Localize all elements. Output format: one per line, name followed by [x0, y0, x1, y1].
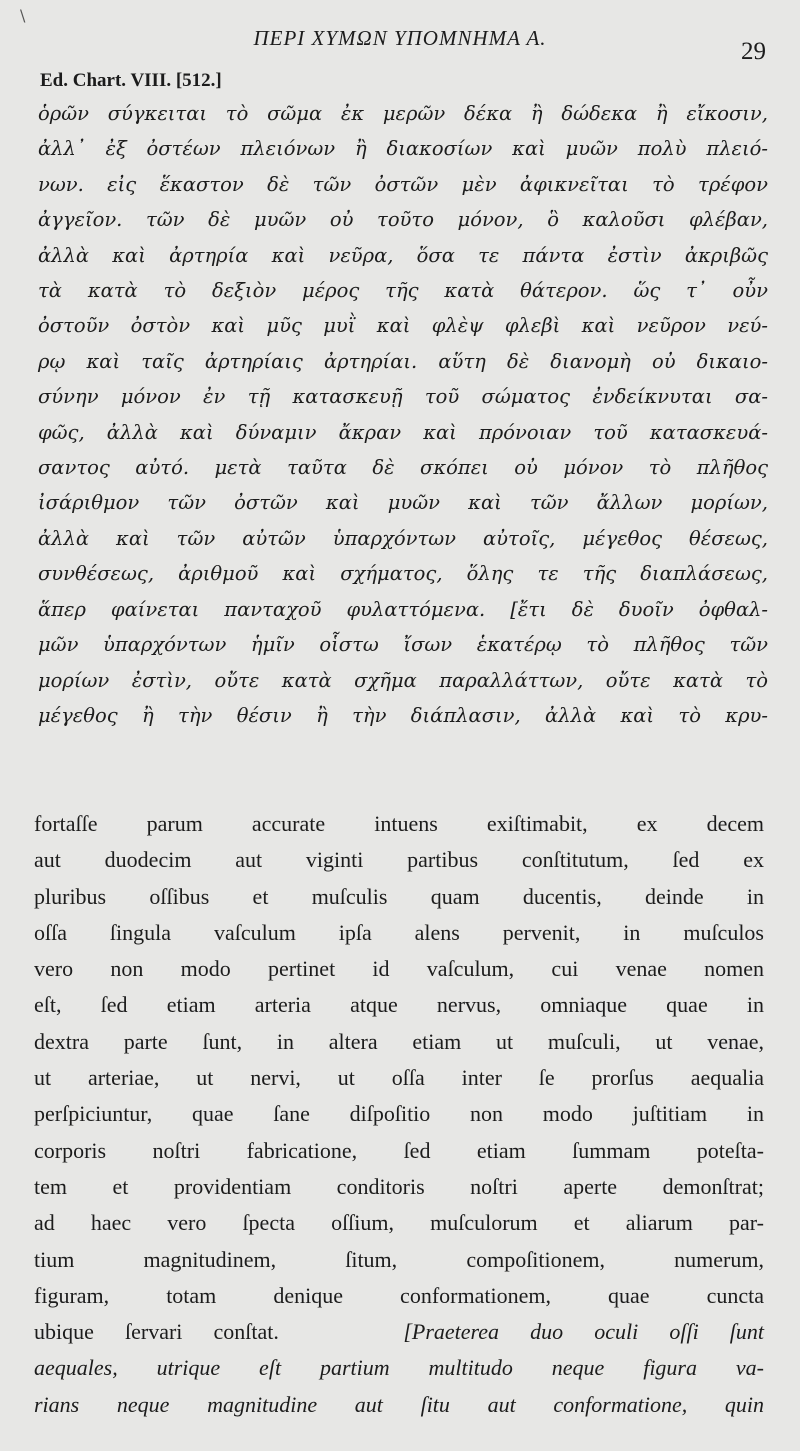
greek-line: τὰ κατὰ τὸ δεξιὸν μέρος τῆς κατὰ θάτερον. ὥς τ᾽ οὖν	[38, 279, 768, 303]
latin-line: tem et providentiam conditoris noſtri aperte demonſtrat;	[34, 1173, 764, 1199]
greek-text-block	[38, 96, 768, 733]
latin-line: corporis noſtri fabricatione, ſed etiam ſummam poteſta-	[34, 1137, 764, 1163]
greek-line: φῶς, ἀλλὰ καὶ δύναμιν ἄκραν καὶ πρόνοιαν τοῦ κατασκευά-	[38, 420, 768, 444]
latin-italic-line: aequales, utrique eſt partium multitudo neque figura va-	[34, 1355, 764, 1381]
latin-italic-line: rians neque magnitudine aut ſitu aut conformatione, quin	[34, 1391, 764, 1417]
latin-line: eſt, ſed etiam arteria atque nervus, omniaque quae in	[34, 992, 764, 1018]
greek-line: συνθέσεως, ἀριθμοῦ καὶ σχήματος, ὅλης τε τῆς διαπλάσεως,	[38, 562, 768, 586]
greek-line: σαντος αὐτό. μετὰ ταῦτα δὲ σκόπει οὐ μόνον τὸ πλῆθος	[38, 456, 768, 480]
latin-line: figuram, totam denique conformationem, quae cuncta	[34, 1282, 764, 1308]
latin-line: vero non modo pertinet id vaſculum, cui venae nomen	[34, 956, 764, 982]
greek-line: μέγεθος ἢ τὴν θέσιν ἢ τὴν διάπλασιν, ἀλλὰ καὶ τὸ κρυ-	[38, 703, 768, 727]
edition-reference: Ed. Chart. VIII. [512.]	[40, 70, 222, 91]
running-title: ΠΕΡΙ ΧΥΜΩΝ ΥΠΟΜΝΗΜΑ Α.	[253, 26, 547, 50]
latin-line: pluribus oſſibus et muſculis quam ducentis, deinde in	[34, 883, 764, 909]
latin-line-start: ubique ſervari conſtat.	[34, 1319, 279, 1345]
latin-line	[34, 1314, 764, 1350]
latin-line: ut arteriae, ut nervi, ut oſſa inter ſe prorſus aequalia	[34, 1065, 764, 1091]
latin-line: fortaſſe parum accurate intuens exiſtimabit, ex decem	[34, 811, 764, 836]
latin-line: perſpiciuntur, quae ſane diſpoſitio non modo juſtitiam in	[34, 1101, 764, 1127]
greek-line: νων. εἰς ἕκαστον δὲ τῶν ὀστῶν μὲν ἀφικνεῖται τὸ τρέφον	[38, 172, 768, 196]
greek-line: ἅπερ φαίνεται πανταχοῦ φυλαττόμενα. [ἔτι δὲ δυοῖν ὀφθαλ-	[38, 597, 768, 621]
latin-line: dextra parte ſunt, in altera etiam ut muſculi, ut venae,	[34, 1028, 764, 1054]
greek-line: ἀγγεῖον. τῶν δὲ μυῶν οὐ τοῦτο μόνον, ὃ καλοῦσι φλέβαν,	[38, 208, 768, 232]
greek-line: μῶν ὑπαρχόντων ἡμῖν οἷστω ἴσων ἑκατέρῳ τὸ πλῆθος τῶν	[38, 633, 768, 657]
greek-line: σύνην μόνον ἐν τῇ κατασκευῇ τοῦ σώματος ἐνδείκνυται σα-	[38, 385, 768, 409]
greek-line: ἰσάριθμον τῶν ὀστῶν καὶ μυῶν καὶ τῶν ἄλλων μορίων,	[38, 491, 768, 515]
latin-line: oſſa ſingula vaſculum ipſa alens pervenit, in muſculos	[34, 919, 764, 945]
margin-mark: \	[20, 6, 26, 25]
greek-line: ἀλλὰ καὶ τῶν αὐτῶν ὑπαρχόντων αὐτοῖς, μέγεθος θέσεως,	[38, 526, 768, 550]
latin-line: aut duodecim aut viginti partibus conſtitutum, ſed ex	[34, 847, 764, 873]
greek-line: μορίων ἐστὶν, οὔτε κατὰ σχῆμα παραλλάττων, οὔτε κατὰ τὸ	[38, 668, 768, 692]
greek-line: ρῳ καὶ ταῖς ἀρτηρίαις ἀρτηρίαι. αὕτη δὲ διανομὴ οὐ δικαιο-	[38, 349, 768, 373]
latin-line: ad haec vero ſpecta oſſium, muſculorum et aliarum par-	[34, 1210, 764, 1236]
greek-line: ὀστοῦν ὀστὸν καὶ μῦς μυῒ καὶ φλὲψ φλεβὶ καὶ νεῦρον νεύ-	[38, 314, 768, 338]
latin-italic-start: [Praeterea duo oculi oſſi ſunt	[403, 1319, 765, 1345]
greek-line: ἀλλ᾽ ἐξ ὀστέων πλειόνων ἢ διακοσίων καὶ μυῶν πολὺ πλειό-	[38, 137, 768, 161]
latin-text-block	[34, 806, 764, 1423]
latin-line: tium magnitudinem, ſitum, compoſitionem, numerum,	[34, 1246, 764, 1272]
greek-line: ὁρῶν σύγκειται τὸ σῶμα ἐκ μερῶν δέκα ἢ δώδεκα ἢ εἴκοσιν,	[38, 102, 768, 125]
greek-line: ἀλλὰ καὶ ἀρτηρία καὶ νεῦρα, ὅσα τε πάντα ἐστὶν ἀκριβῶς	[38, 243, 768, 267]
page-number: 29	[741, 38, 766, 65]
